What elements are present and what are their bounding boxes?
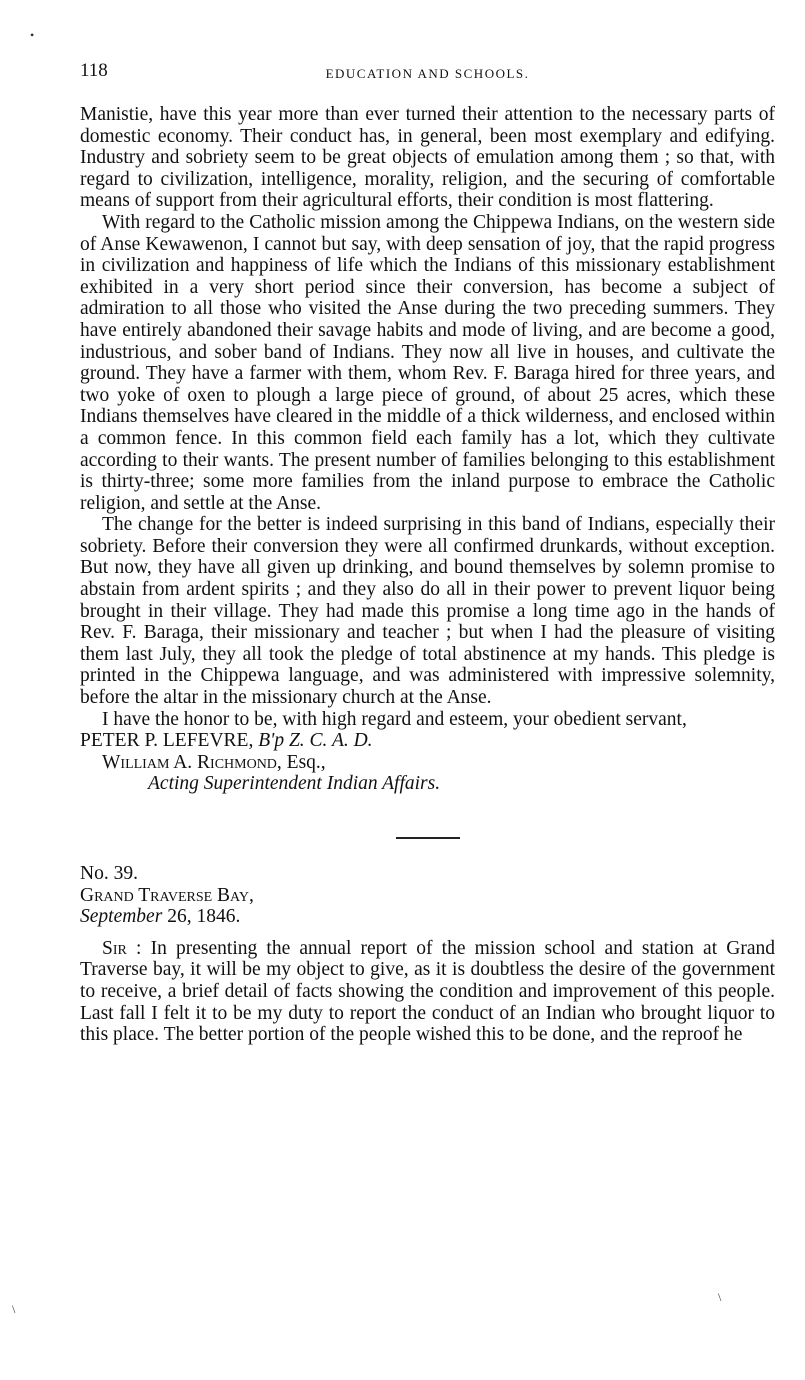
margin-dot: • [30,28,35,42]
closing-line: I have the honor to be, with high regard and esteem, your obedient servant, [102,708,687,730]
section-divider [396,837,460,839]
salutation: Sir : [102,937,142,959]
dateline-date [80,906,775,928]
addressee-suffix: , Esq., [276,751,326,773]
paragraph-3: The change for the better is indeed surprising in this band of Indians, especially their sobriety. Before their conversion they were all confirmed drunkards, without exception. But now, they have all given up drinking, and bound themselves by solemn promise to abstain from ardent spirits ; and they also do all in their power to prevent liquor being brought in their village. They had made this promise a long time ago in the hands of Rev. F. Baraga, their missionary and teacher ; but when I had the pleasure of visiting them last July, they all took the pledge of total abstinence at my hands. This pledge is printed in the Chippewa language, and was administered with impressive solemnity, before the altar in the missionary church at the Anse. [80,514,775,709]
signature [80,730,775,752]
paragraph-2: With regard to the Catholic mission among the Chippewa Indians, on the western side of Anse Kewawenon, I cannot but say, with deep sensation of joy, that the rapid progress in civilization and happiness of life which the Indians of this missionary establishment exhibited in a very short period since their conversion, has become a subject of admiration to all those who visited the Anse during the two preceding summers. They have entirely abandoned their savage habits and mode of living, and are become a good, industrious, and sober band of Indians. They now all live in houses, and cultivate the ground. They have a farmer with them, whom Rev. F. Baraga hired for three years, and two yoke of oxen to plough a large piece of ground, of about 25 acres, which these Indians themselves have cleared in the middle of a thick wilderness, and enclosed within a common fence. In this common field each family has a lot, which they cultivate according to their wants. The present number of families belonging to this establishment is thirty-three; some more families from the inland purpose to embrace the Catholic religion, and settle at the Anse. [80,211,775,514]
signature-title: B'p Z. C. A. D. [258,730,373,752]
margin-tick: \ [12,1302,16,1316]
paragraph-1: Manistie, have this year more than ever turned their attention to the necessary parts of domestic economy. Their conduct has, in general, been most exemplary and edifying. Industry and sobriety seem to be great objects of emulation among them ; so that, with regard to civilization, intelligence, morality, religion, and the securing of comfortable means of support from their agricultural efforts, their condition is most flattering. [80,104,775,212]
letter-text: In presenting the annual report of the mission school and station at Grand Traverse bay, it will be my object to give, as it is doubtless the desire of the government to receive, a brief detail of facts showing the condition and improvement of this people. Last fall I felt it to be my duty to report the conduct of an Indian who brought liquor to this place. The better portion of the people wished this to be done, and the reproof he [80,937,776,1046]
addressee [80,752,775,774]
dateline-day-year: 26, 1846. [162,906,241,928]
dateline-month: September [80,906,163,928]
page-number: 118 [80,60,108,81]
margin-tick-right: \ [718,1290,722,1304]
dateline-place: Grand Traverse Bay, [80,884,254,906]
page-body [80,104,775,1046]
letter-paragraph [80,938,775,1046]
signature-name: PETER P. LEFEVRE, [80,730,254,752]
addressee-title: Acting Superintendent Indian Affairs. [148,773,441,795]
document-number: No. 39. [80,863,138,884]
running-head: EDUCATION AND SCHOOLS. [325,66,530,81]
addressee-name: William A. Richmond [102,751,277,773]
page-header [80,60,775,90]
